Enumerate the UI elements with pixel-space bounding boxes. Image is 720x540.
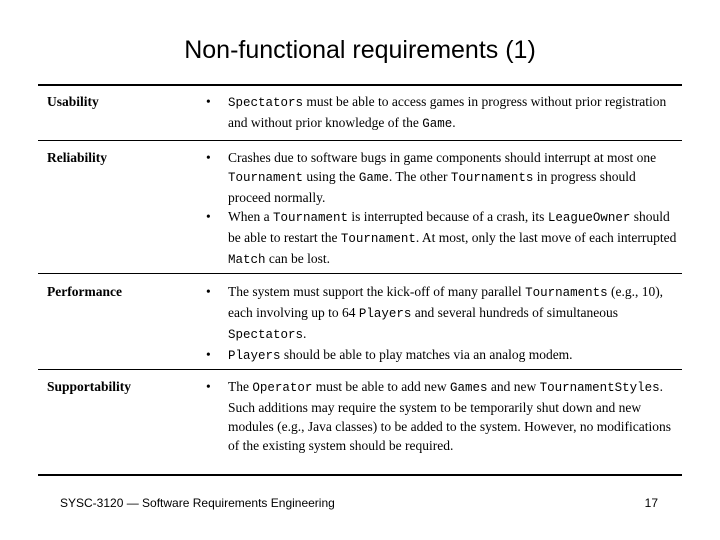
table-bottom-rule <box>38 474 682 476</box>
code-term: Match <box>228 253 266 267</box>
row-divider <box>38 369 682 370</box>
bullet-text: in progress should proceed normally. <box>228 169 636 205</box>
bullet-text: Crashes due to software bugs in game components should interrupt at most one <box>228 150 657 165</box>
row-category: Performance <box>47 284 122 299</box>
bullet-text: The system must support the kick-off of many parallel <box>228 284 526 299</box>
code-term: Tournament <box>228 171 304 185</box>
bullet-text: must be able to add new <box>312 379 450 394</box>
bullet-text: is interrupted because of a crash, its <box>348 209 548 224</box>
bullet-item <box>206 92 678 134</box>
row-divider <box>38 273 682 274</box>
table-top-rule <box>38 84 682 86</box>
code-term: Game <box>358 171 389 185</box>
row-category: Supportability <box>47 379 132 394</box>
code-term: Players <box>358 307 412 321</box>
bullet-dot: • <box>206 347 211 362</box>
code-term: LeagueOwner <box>547 211 631 225</box>
bullet-item <box>206 345 678 366</box>
code-term: Operator <box>252 381 313 395</box>
bullet-text: . <box>303 326 307 341</box>
code-term: Game <box>422 117 453 131</box>
bullet-list <box>206 282 678 366</box>
code-term: Tournaments <box>525 286 608 300</box>
row-divider <box>38 140 682 141</box>
bullet-text: can be lost. <box>265 251 330 266</box>
code-term: Games <box>449 381 488 395</box>
bullet-text: . At most, only the last move of each interrupted <box>415 230 677 245</box>
code-term: Players <box>228 349 281 363</box>
bullet-dot: • <box>206 94 211 109</box>
bullet-list <box>206 148 678 270</box>
code-term: Tournament <box>272 211 348 225</box>
bullet-text: When a <box>228 209 273 224</box>
bullet-text: and new <box>487 379 540 394</box>
code-term: TournamentStyles <box>539 381 660 395</box>
bullet-text: must be able to access games in progress without prior registration and without prior knowledge of the <box>228 94 667 130</box>
bullet-dot: • <box>206 284 211 299</box>
bullet-text: . The other <box>388 169 451 184</box>
bullet-text: should be able to restart the <box>228 209 670 245</box>
bullet-list <box>206 92 678 134</box>
code-term: Spectators <box>228 328 304 342</box>
row-category: Reliability <box>47 150 107 165</box>
code-term: Tournament <box>340 232 416 246</box>
code-term: Tournaments <box>450 171 534 185</box>
bullet-text: using the <box>303 169 359 184</box>
bullet-text: (e.g., 10), each involving up to 64 <box>228 284 664 320</box>
bullet-text: The <box>228 379 253 394</box>
bullet-dot: • <box>206 209 211 224</box>
bullet-dot: • <box>206 379 211 394</box>
bullet-text: . <box>452 115 456 130</box>
row-category: Usability <box>47 94 99 109</box>
footer-course: SYSC-3120 — Software Requirements Engineering <box>60 496 335 510</box>
bullet-text: and several hundreds of simultaneous <box>411 305 618 320</box>
code-term: Spectators <box>228 96 304 110</box>
slide-title: Non-functional requirements (1) <box>184 36 536 64</box>
bullet-item <box>206 148 678 207</box>
bullet-item <box>206 282 678 345</box>
bullet-list <box>206 377 678 455</box>
bullet-dot: • <box>206 150 211 165</box>
bullet-text: . Such additions may require the system to be temporarily shut down and new modules (e.g., Java classes) to be added to the system. However, no modifications of the existing system should be required. <box>228 379 671 453</box>
page-number: 17 <box>644 496 658 510</box>
bullet-item <box>206 207 678 270</box>
bullet-item <box>206 377 678 455</box>
bullet-text: should be able to play matches via an analog modem. <box>280 347 573 362</box>
